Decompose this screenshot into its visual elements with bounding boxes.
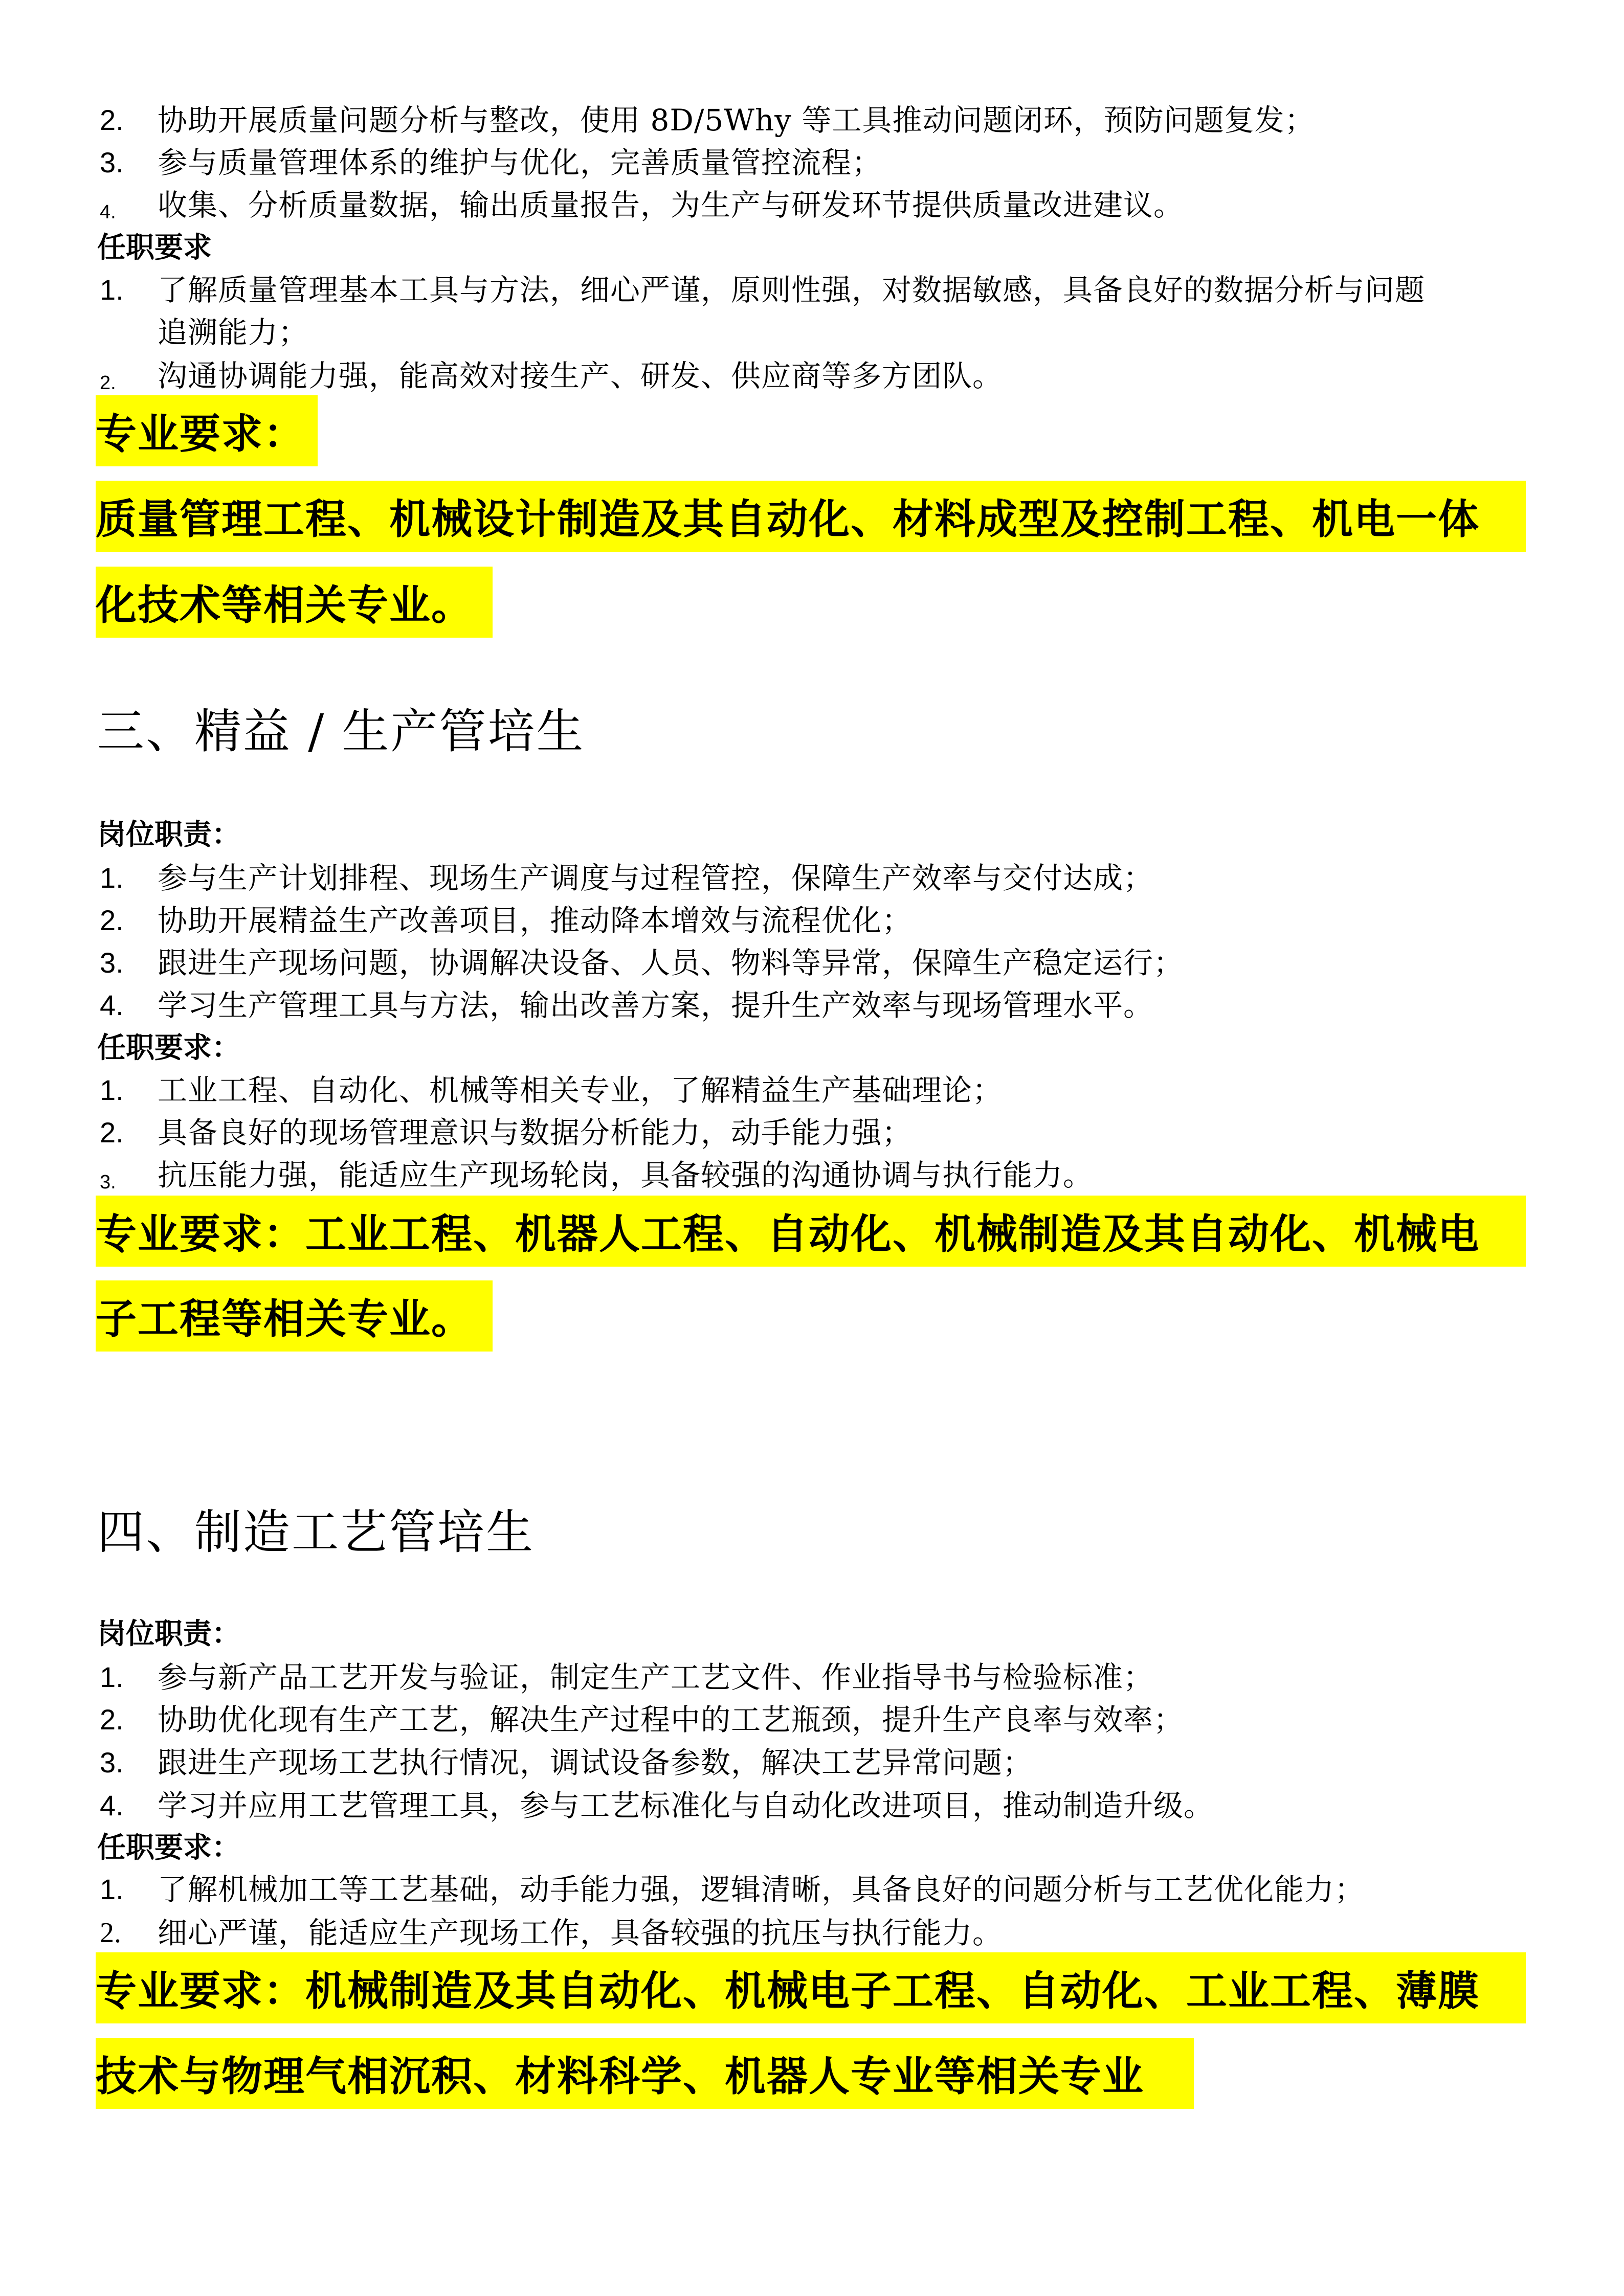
list-text: 具备良好的现场管理意识与数据分析能力，动手能力强； bbox=[158, 1115, 913, 1150]
list-text: 学习并应用工艺管理工具，参与工艺标准化与自动化改进项目，推动制造升级。 bbox=[158, 1788, 1214, 1823]
list-number: 3. bbox=[100, 947, 124, 979]
list-text: 了解机械加工等工艺基础，动手能力强，逻辑清晰，具备良好的问题分析与工艺优化能力； bbox=[158, 1872, 1365, 1907]
list-text: 参与质量管理体系的维护与优化，完善质量管控流程； bbox=[158, 145, 882, 180]
major-text: 专业要求：机械制造及其自动化、机械电子工程、自动化、工业工程、薄膜 bbox=[96, 1967, 1480, 2015]
major-text: 化技术等相关专业。 bbox=[96, 581, 473, 629]
major-highlight-line bbox=[96, 481, 1526, 552]
list-number: 4. bbox=[100, 1789, 124, 1821]
list-number: 2. bbox=[100, 372, 116, 394]
duties-label: 岗位职责： bbox=[97, 1617, 240, 1651]
list-number: 1. bbox=[100, 862, 124, 894]
major-text: 专业要求：工业工程、机器人工程、自动化、机械制造及其自动化、机械电 bbox=[96, 1210, 1480, 1258]
major-text: 子工程等相关专业。 bbox=[96, 1295, 473, 1343]
major-label-highlight bbox=[96, 395, 318, 466]
major-text: 质量管理工程、机械设计制造及其自动化、材料成型及控制工程、机电一体 bbox=[96, 495, 1480, 543]
requirements-label: 任职要求 bbox=[97, 231, 212, 264]
list-number: 4. bbox=[100, 201, 116, 223]
list-number: 2. bbox=[100, 104, 124, 136]
list-number: 3. bbox=[100, 1746, 124, 1779]
major-highlight-line bbox=[96, 1280, 493, 1352]
list-number: 2. bbox=[100, 1116, 124, 1149]
section-title: 四、制造工艺管培生 bbox=[97, 1505, 535, 1560]
list-text: 细心严谨，能适应生产现场工作，具备较强的抗压与执行能力。 bbox=[158, 1916, 1003, 1950]
list-text: 协助开展质量问题分析与整改，使用 8D/5Why 等工具推动问题闭环，预防问题复发； bbox=[158, 103, 1315, 138]
list-text: 了解质量管理基本工具与方法，细心严谨，原则性强，对数据敏感，具备良好的数据分析与问题 bbox=[158, 273, 1426, 307]
list-text: 跟进生产现场工艺执行情况，调试设备参数，解决工艺异常问题； bbox=[158, 1745, 1033, 1780]
list-number: 1. bbox=[100, 274, 124, 306]
list-number: 2. bbox=[100, 904, 124, 936]
list-text: 学习生产管理工具与方法，输出改善方案，提升生产效率与现场管理水平。 bbox=[158, 988, 1154, 1023]
list-number: 3. bbox=[100, 1172, 116, 1193]
major-highlight-line bbox=[96, 1952, 1526, 2023]
list-text: 沟通协调能力强，能高效对接生产、研发、供应商等多方团队。 bbox=[158, 358, 1003, 393]
list-number: 2. bbox=[100, 1703, 124, 1736]
list-text: 追溯能力； bbox=[158, 315, 309, 350]
list-text: 跟进生产现场问题，协调解决设备、人员、物料等异常，保障生产稳定运行； bbox=[158, 946, 1184, 980]
list-number: 1. bbox=[100, 1661, 124, 1693]
list-text: 收集、分析质量数据，输出质量报告，为生产与研发环节提供质量改进建议。 bbox=[158, 188, 1184, 222]
list-text: 参与生产计划排程、现场生产调度与过程管控，保障生产效率与交付达成； bbox=[158, 861, 1154, 895]
list-number: 1. bbox=[100, 1873, 124, 1905]
section-title: 三、精益 / 生产管培生 bbox=[97, 704, 585, 759]
list-number: 2. bbox=[100, 1917, 121, 1949]
list-text: 参与新产品工艺开发与验证，制定生产工艺文件、作业指导书与检验标准； bbox=[158, 1660, 1154, 1695]
list-text: 协助优化现有生产工艺，解决生产过程中的工艺瓶颈，提升生产良率与效率； bbox=[158, 1702, 1184, 1737]
major-highlight-line bbox=[96, 567, 493, 638]
list-number: 1. bbox=[100, 1074, 124, 1106]
major-label: 专业要求： bbox=[96, 410, 305, 458]
major-highlight-line bbox=[96, 2038, 1194, 2109]
list-number: 4. bbox=[100, 989, 124, 1021]
list-text: 协助开展精益生产改善项目，推动降本增效与流程优化； bbox=[158, 903, 913, 938]
major-highlight-line bbox=[96, 1196, 1526, 1267]
list-text: 抗压能力强，能适应生产现场轮岗，具备较强的沟通协调与执行能力。 bbox=[158, 1158, 1094, 1192]
duties-label: 岗位职责： bbox=[97, 818, 240, 851]
requirements-label: 任职要求： bbox=[97, 1031, 240, 1065]
list-text: 工业工程、自动化、机械等相关专业，了解精益生产基础理论； bbox=[158, 1073, 1003, 1108]
list-number: 3. bbox=[100, 146, 124, 178]
requirements-label: 任职要求： bbox=[97, 1831, 240, 1864]
major-text: 技术与物理气相沉积、材料科学、机器人专业等相关专业 bbox=[96, 2052, 1144, 2100]
